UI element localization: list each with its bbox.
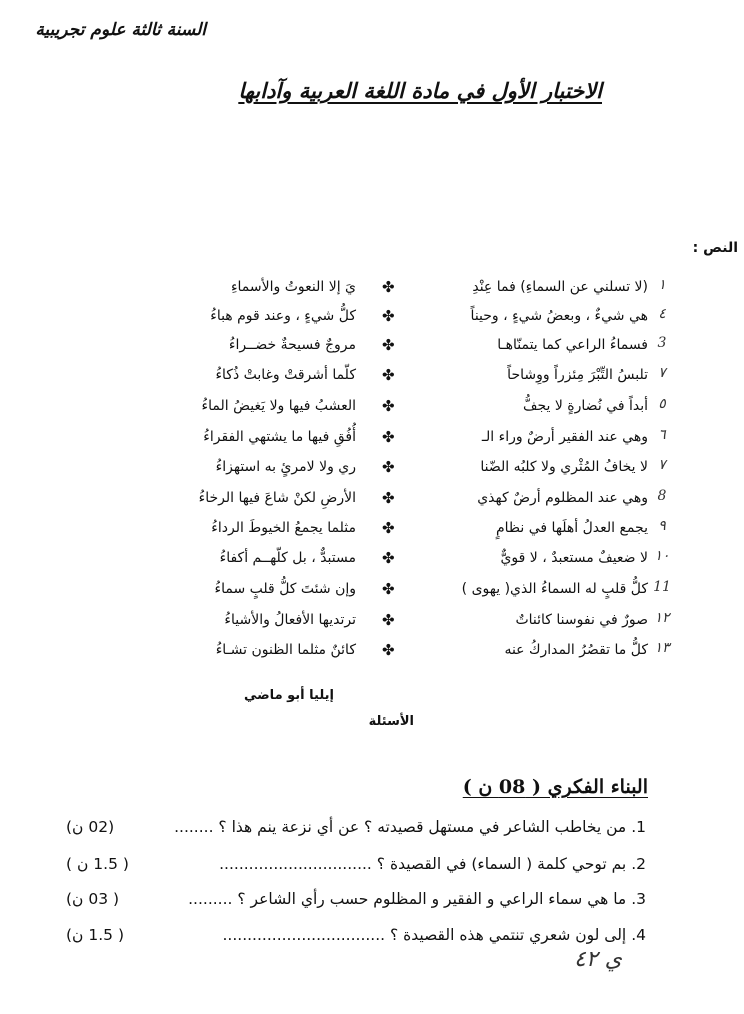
- question-number: 1.: [631, 818, 646, 836]
- verse-sadr: وهي عند المظلوم أرضٌ كهذي: [477, 490, 648, 506]
- verse-ajuz: العشبُ فيها ولا يَغيضُ الماءُ: [201, 398, 356, 414]
- clover-bullet-icon: ✤: [382, 336, 395, 354]
- question-2: [219, 855, 646, 873]
- clover-bullet-icon: ✤: [382, 307, 395, 325]
- verse-number: ٧: [658, 365, 666, 381]
- question-number: 4.: [631, 926, 646, 944]
- verse-sadr: تلبسُ التِّبْرَ مِئزراً ووِشاحاً: [507, 367, 648, 383]
- verse-ajuz: كلُّ شيءٍ ، وعند قوم هباءُ: [210, 308, 356, 324]
- clover-bullet-icon: ✤: [382, 580, 395, 598]
- verse-ajuz: وإن شئتَ كلُّ قلبٍ سماءُ: [214, 581, 356, 597]
- question-text: ما هي سماء الراعي و الفقير و المظلوم حسب رأي الشاعر ؟ .........: [188, 890, 627, 908]
- verse-ajuz: ترتديها الأفعالُ والأشياءُ: [224, 612, 356, 628]
- verse-ajuz: ري ولا لامرئٍ به استهزاءُ: [215, 459, 356, 475]
- clover-bullet-icon: ✤: [382, 428, 395, 446]
- clover-bullet-icon: ✤: [382, 366, 395, 384]
- verse-sadr: أبداً في نُضارةٍ لا يجفُّ: [523, 398, 648, 414]
- question-points: ( 1.5 ن ): [66, 855, 129, 873]
- verse-ajuz: كلّما أشرقتْ وغابتْ ذُكاءُ: [215, 367, 356, 383]
- verse-row: [0, 306, 744, 334]
- verse-row: [0, 277, 744, 305]
- verse-sadr: كلُّ قلبٍ له السماءُ الذي( يهوى ): [461, 581, 648, 597]
- question-points: ( 03 ن): [66, 890, 120, 908]
- verse-ajuz: أُفُقِ فيها ما يشتهي الفقراءُ: [203, 429, 356, 445]
- verse-ajuz: مروجٌ فسيحةٌ خضــراءُ: [228, 337, 356, 353]
- verse-sadr: لا يخافُ المُثْري ولا كلبُه الضّنا: [480, 459, 648, 475]
- exam-title: الاختبار الأول في مادة اللغة العربية وآدابها: [238, 78, 602, 103]
- verse-row: [0, 579, 744, 607]
- verse-number: ٧: [658, 457, 666, 473]
- verse-row: [0, 640, 744, 668]
- verse-ajuz: مستبدٌّ ، بل كلّهــم أكفاءُ: [219, 550, 356, 566]
- verse-row: [0, 518, 744, 546]
- question-number: 2.: [631, 855, 646, 873]
- clover-bullet-icon: ✤: [382, 489, 395, 507]
- verse-sadr: وهي عند الفقير أرضٌ وراء الـ: [481, 429, 648, 445]
- verse-ajuz: كائنٌ مثلما الظنون تشـاءُ: [215, 642, 356, 658]
- verse-sadr: كلُّ ما تقصُرُ المداركُ عنه: [504, 642, 648, 658]
- verse-ajuz: يَ إلا النعوتُ والأسماءِ: [230, 279, 356, 295]
- grade-label: السنة ثالثة علوم تجريبية: [35, 20, 206, 40]
- verse-row: [0, 457, 744, 485]
- verse-ajuz: مثلما يجمعُ الخيوطَ الرداءُ: [211, 520, 356, 536]
- question-points: (02 ن): [66, 818, 115, 836]
- question-4: [223, 926, 647, 944]
- question-text: إلى لون شعري تنتمي هذه القصيدة ؟ .................................: [222, 926, 627, 944]
- verse-sadr: يجمع العدلُ أهلَها في نظامٍ: [495, 520, 648, 536]
- question-text: من يخاطب الشاعر في مستهل قصيدته ؟ عن أي نزعة ينم هذا ؟ ........: [174, 818, 627, 836]
- verse-number: ٤: [658, 306, 666, 322]
- verse-row: [0, 396, 744, 424]
- questions-heading: الأسئلة: [368, 714, 414, 729]
- clover-bullet-icon: ✤: [382, 611, 395, 629]
- poet-name: إيليا أبو ماضي: [243, 688, 334, 703]
- verse-row: [0, 610, 744, 638]
- verse-number: ١٠: [654, 548, 670, 564]
- handwritten-mark: ي ٤٢: [574, 947, 622, 972]
- question-text: بم توحي كلمة ( السماء) في القصيدة ؟ ...............................: [219, 855, 627, 873]
- verse-number: ٩: [658, 518, 666, 534]
- clover-bullet-icon: ✤: [382, 278, 395, 296]
- verse-number: ٥: [658, 396, 666, 412]
- verse-sadr: صورٌ في نفوسنا كائناتٌ: [515, 612, 648, 628]
- verse-ajuz: الأرضِ لكنْ شاعَ فيها الرخاءُ: [198, 490, 356, 506]
- verse-number: ١: [658, 277, 666, 293]
- question-points: ( 1.5 ن): [66, 926, 124, 944]
- verse-row: [0, 427, 744, 455]
- verse-sadr: هي شيءٌ ، وبعضُ شيءٍ ، وحيناً: [470, 308, 648, 324]
- clover-bullet-icon: ✤: [382, 549, 395, 567]
- verse-sadr: لا ضعيفٌ مستعبدٌ ، لا قويٌّ: [500, 550, 648, 566]
- verse-row: [0, 335, 744, 363]
- text-section-label: النص :: [692, 240, 738, 256]
- question-number: 3.: [631, 890, 646, 908]
- clover-bullet-icon: ✤: [382, 397, 395, 415]
- clover-bullet-icon: ✤: [382, 641, 395, 659]
- verse-sadr: (لا تسلني عن السماءِ) فما عِنْدِ: [472, 279, 648, 295]
- verse-number: ٦: [658, 427, 666, 443]
- question-3: [188, 890, 646, 908]
- verse-number: 8: [657, 488, 667, 504]
- verse-number: 11: [653, 579, 671, 595]
- intellectual-building-title: البناء الفكري ( 08 ن ): [462, 776, 648, 798]
- verse-row: [0, 548, 744, 576]
- verse-row: [0, 365, 744, 393]
- verse-number: 3: [657, 335, 667, 351]
- question-1: [174, 818, 646, 836]
- clover-bullet-icon: ✤: [382, 519, 395, 537]
- clover-bullet-icon: ✤: [382, 458, 395, 476]
- verse-number: ١٢: [654, 610, 670, 626]
- verse-sadr: فسماءُ الراعي كما يتمنّاهـا: [497, 337, 648, 353]
- verse-row: [0, 488, 744, 516]
- verse-number: ١٣: [654, 640, 670, 656]
